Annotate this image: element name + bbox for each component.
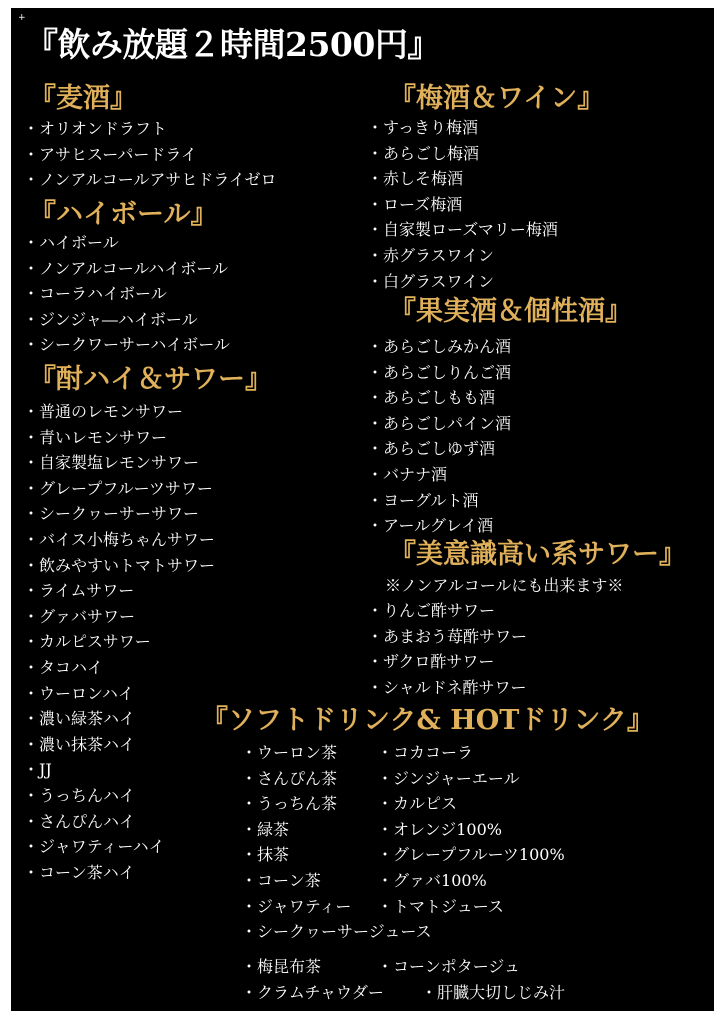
list-item: ・ 自家製塩レモンサワー [23, 450, 215, 476]
list-item: ・ 赤しそ梅酒 [367, 166, 558, 192]
list-item: ・ グァバサワー [23, 604, 215, 630]
list-item: ・ ノンアルコールアサヒドライゼロ [23, 167, 276, 193]
list-item: ・ バナナ酒 [367, 462, 511, 488]
list-item: ・ さんぴん茶 [241, 766, 351, 792]
list-item: ・ トマトジュース [377, 894, 565, 920]
section-heading-highball: 『ハイボール』 [29, 199, 218, 230]
hot-list-col1 [241, 954, 384, 1005]
list-item: ・ グァバ100% [377, 868, 565, 894]
corner-mark: + [18, 13, 26, 23]
list-item: ・ 抹茶 [241, 842, 351, 868]
list-item: ・ JJ [23, 757, 215, 783]
list-item: ・ 青いレモンサワー [23, 425, 215, 451]
list-item: ・ すっきり梅酒 [367, 115, 558, 141]
list-item: ・ あらごしみかん酒 [367, 334, 511, 360]
list-item: ・ シークヮーサージュース [241, 919, 432, 945]
chuhai-list [23, 399, 215, 885]
list-item: ・ あらごし梅酒 [367, 141, 558, 167]
list-item: ・ カルピスサワー [23, 629, 215, 655]
beer-list [23, 116, 276, 193]
list-item: ・ クラムチャウダー [241, 980, 384, 1006]
list-item: ・ カルピス [377, 791, 565, 817]
section-heading-beauty: 『美意識高い系サワー』 [389, 539, 686, 570]
list-item: ・ シークヮーサーサワー [23, 501, 215, 527]
drink-menu-board [11, 8, 714, 1011]
list-item: ・ あまおう苺酢サワー [367, 624, 527, 650]
list-item: ・ 自家製ローズマリー梅酒 [367, 217, 558, 243]
section-heading-chuhai: 『酎ハイ＆サワー』 [29, 364, 272, 395]
list-item: ・ ジャワティー [241, 894, 351, 920]
list-item: ・ りんご酢サワー [367, 598, 527, 624]
hot-list-col2 [377, 954, 565, 1005]
list-item: ・ オレンジ100% [377, 817, 565, 843]
section-heading-soft: 『ソフトドリンク& HOTドリンク』 [201, 705, 654, 736]
list-item: ・ ハイボール [23, 230, 230, 256]
list-item: ・ 普通のレモンサワー [23, 399, 215, 425]
list-item: ・ ウーロン茶 [241, 740, 351, 766]
list-item: ・ ジンジャーエール [377, 766, 565, 792]
list-item: ・ ジャワティーハイ [23, 834, 215, 860]
list-item: ・ コーラハイボール [23, 281, 230, 307]
plum-wine-list [367, 115, 558, 294]
list-item: ・ コカコーラ [377, 740, 565, 766]
list-item: ・ 飲みやすいトマトサワー [23, 553, 215, 579]
list-item: ・ コーン茶ハイ [23, 860, 215, 886]
list-item: ・ あらごしりんご酒 [367, 360, 511, 386]
list-item: ・ タコハイ [23, 655, 215, 681]
soft-list-col2 [377, 740, 565, 919]
list-item: ・ アールグレイ酒 [367, 513, 511, 539]
list-item: ・ あらごしパイン酒 [367, 411, 511, 437]
beauty-list [367, 598, 527, 700]
list-item: ・ コーンポタージュ [377, 954, 565, 980]
list-item: ・ さんぴんハイ [23, 809, 215, 835]
list-item: ・ 濃い緑茶ハイ [23, 706, 215, 732]
list-item: ・ シークワーサーハイボール [23, 332, 230, 358]
list-item: ・ ウーロンハイ [23, 681, 215, 707]
list-item: ・ あらごしもも酒 [367, 385, 511, 411]
list-item: ・ コーン茶 [241, 868, 351, 894]
list-item: ・ ライムサワー [23, 578, 215, 604]
non-alcohol-note: ※ノンアルコールにも出来ます※ [385, 576, 624, 595]
list-item: ・ 緑茶 [241, 817, 351, 843]
list-item: ・ うっちん茶 [241, 791, 351, 817]
list-item: ・ バイス小梅ちゃんサワー [23, 527, 215, 553]
list-item: ・ 濃い抹茶ハイ [23, 732, 215, 758]
highball-list [23, 230, 230, 358]
list-item: ・ 白グラスワイン [367, 269, 558, 295]
list-item: ・ 梅昆布茶 [241, 954, 384, 980]
section-heading-beer: 『麦酒』 [29, 83, 137, 114]
list-item: ・ グレープフルーツ100% [377, 842, 565, 868]
list-item: ・ オリオンドラフト [23, 116, 276, 142]
list-item: ・ ジンジャ―ハイボール [23, 307, 230, 333]
list-item: ・ ヨーグルト酒 [367, 488, 511, 514]
soft-list-wide [241, 919, 432, 945]
list-item: ・ アサヒスーパードライ [23, 142, 276, 168]
list-item: ・ ローズ梅酒 [367, 192, 558, 218]
list-item: ・ 肝臓大切しじみ汁 [377, 980, 565, 1006]
list-item: ・ あらごしゆず酒 [367, 436, 511, 462]
section-heading-fruit: 『果実酒＆個性酒』 [389, 296, 632, 327]
fruit-list [367, 334, 511, 539]
list-item: ・ ザクロ酢サワー [367, 649, 527, 675]
soft-list-col1 [241, 740, 351, 919]
list-item: ・ グレープフルーツサワー [23, 476, 215, 502]
list-item: ・ シャルドネ酢サワー [367, 675, 527, 701]
list-item: ・ うっちんハイ [23, 783, 215, 809]
list-item: ・ 赤グラスワイン [367, 243, 558, 269]
list-item: ・ ノンアルコールハイボール [23, 256, 230, 282]
page-title: 『飲み放題２時間2500円』 [25, 25, 440, 64]
section-heading-plum-wine: 『梅酒＆ワイン』 [389, 83, 605, 114]
